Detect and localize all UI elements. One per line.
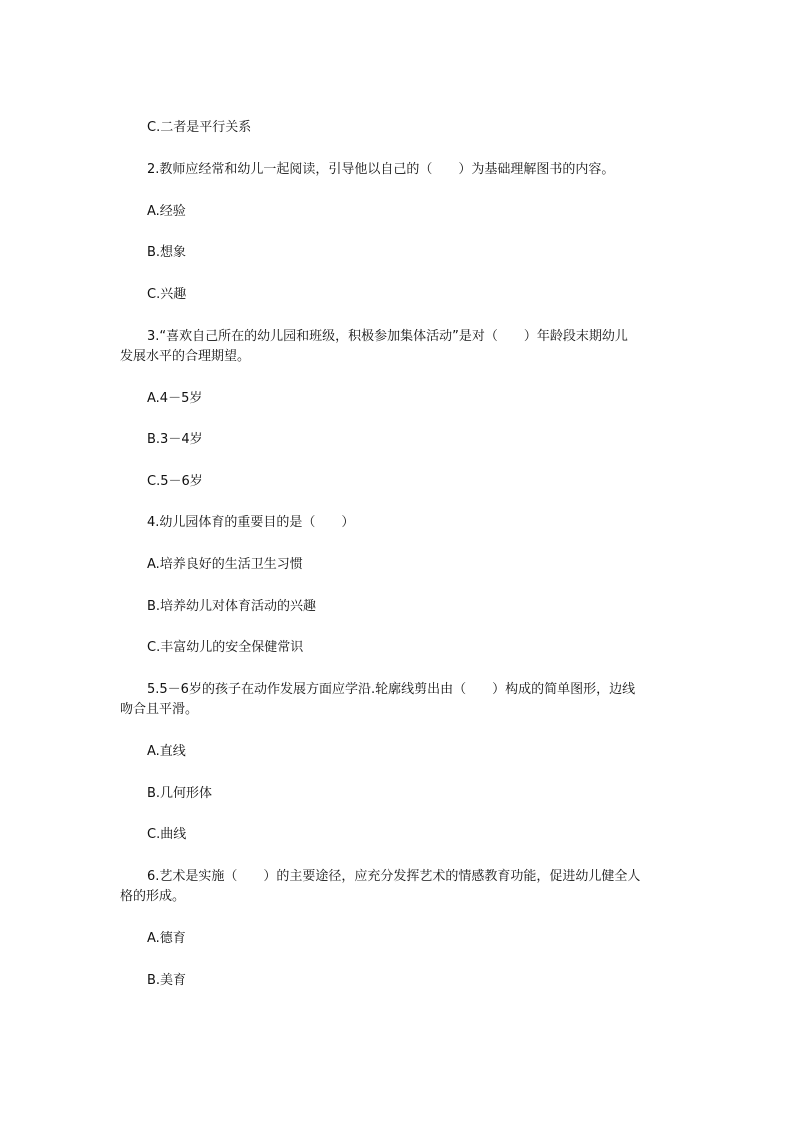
- option-b-q5: B.几何形体: [147, 786, 213, 801]
- option-c-q1: C.二者是平行关系: [147, 120, 252, 135]
- option-b-q3: B.3－4岁: [147, 432, 203, 447]
- option-c-q5: C.曲线: [147, 827, 187, 842]
- option-a-q2: A.经验: [147, 204, 186, 219]
- option-c-q4: C.丰富幼儿的安全保健常识: [147, 640, 304, 655]
- option-a-q5: A.直线: [147, 744, 186, 759]
- question-2: 2.教师应经常和幼儿一起阅读，引导他以自己的（ ）为基础理解图书的内容。: [147, 162, 615, 177]
- question-5: 5.5－6岁的孩子在动作发展方面应学沿.轮廓线剪出由（ ）构成的简单图形，边线: [147, 682, 636, 697]
- question-6: 6.艺术是实施（ ）的主要途径，应充分发挥艺术的情感教育功能，促进幼儿健全人: [147, 869, 641, 884]
- option-b-q2: B.想象: [147, 245, 187, 260]
- question-4: 4.幼儿园体育的重要目的是（ ）: [147, 515, 355, 530]
- option-c-q3: C.5－6岁: [147, 474, 203, 489]
- option-b-q6: B.美育: [147, 973, 187, 988]
- option-c-q2: C.兴趣: [147, 287, 187, 302]
- option-a-q6: A.德育: [147, 931, 186, 946]
- option-b-q4: B.培养幼儿对体育活动的兴趣: [147, 599, 317, 614]
- option-a-q4: A.培养良好的生活卫生习惯: [147, 557, 303, 572]
- question-5-continued: 吻合且平滑。: [120, 702, 199, 717]
- question-6-continued: 格的形成。: [120, 889, 186, 904]
- question-3: 3.“喜欢自己所在的幼儿园和班级，积极参加集体活动”是对（ ）年龄段末期幼儿: [147, 329, 628, 344]
- option-a-q3: A.4－5岁: [147, 391, 203, 406]
- question-3-continued: 发展水平的合理期望。: [120, 349, 251, 364]
